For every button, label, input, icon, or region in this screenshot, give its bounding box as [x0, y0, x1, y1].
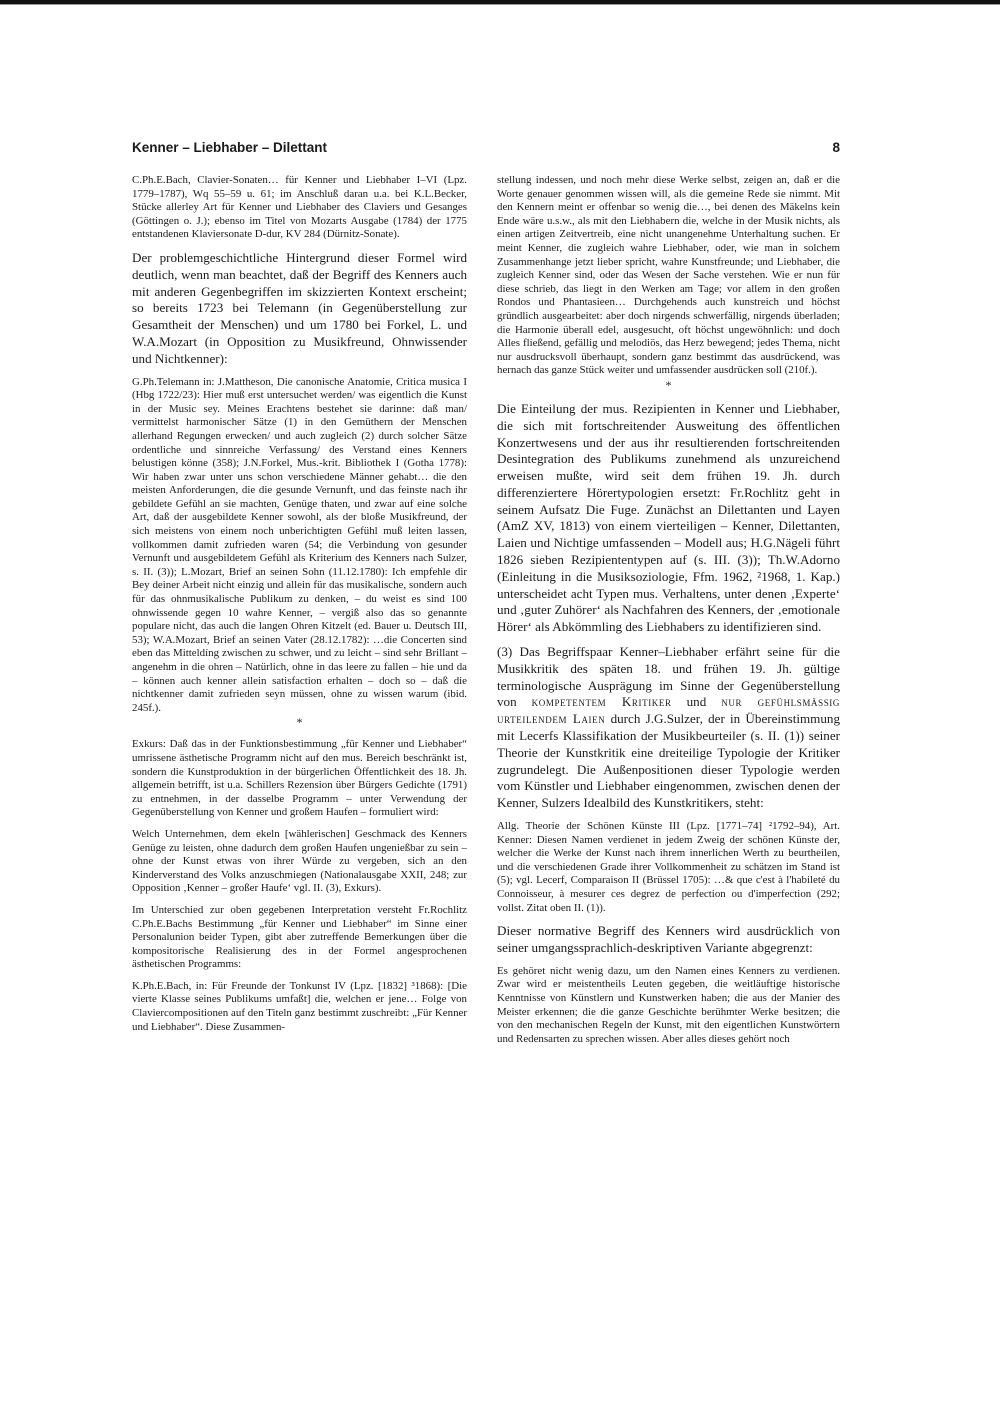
right-rochlitz-quote-continued: stellung indessen, und noch mehr diese Werke selbst, zeigen an, daß er die Worte genauer genommen wissen will, als die gemeine Rede sie nimmt. Mit den Kennern meint er offenbar so wenig die…, bei denen des Mäkelns kein Ende wäre u.s.w., als mit den Liebhabern die, welche in der Musik nichts, als einen artigen Zeitvertreib, eine nicht unangenehme Unterhaltung suchen. Er meint Kenner, die zugleich wahre Liebhaber, oder, wie man in solchem Zusammenhange jetzt lieber spricht, wahre Kunstfreunde; und Liebhaber, die zugleich Kenner sind, oder das Wesen der Sache verstehen. Wie er nun für diese schrieb, das liegt in den Werken am Tage; vor allem in den großen Rondos und Phantasieen… Durchgehends auch kunstreich und höchst gründlich ausgearbeitet: aber doch nirgends schwerfällig, nirgends überladen; die Harmonie überall edel, ausgesucht, oft höchst ungewöhnlich: und doch Alles fließend, gefällig und melodiös, das Herz bewegend; jedes Thema, nicht nur ausdrucksvoll überhaupt, sondern ganz bestimmt das ausdrückend, was hernach das ganze Stück weiter und umfassender ausdrücken soll (210f.).: [497, 174, 840, 377]
left-schiller-quote: Welch Unternehmen, dem ekeln [wählerischen] Geschmack des Kenners Genüge zu leisten, ohne dadurch dem großen Haufen ungenießbar zu sein – ohne der Kunst etwas von ihrer Würde zu vergeben, sich an den Kinderverstand des Volks anzuschmiegen (Nationalausgabe XXII, 248; zur Opposition ‚Kenner – großer Haufe‘ vgl. II. (3), Exkurs).: [132, 827, 467, 895]
page-header: [132, 140, 840, 162]
right-sulzer-quote: Allg. Theorie der Schönen Künste III (Lpz. [1771–74] ²1792–94), Art. Kenner: Diesen Namen verdienet in jedem Zweig der schönen Künste der, welcher die Werke der Kunst nach ihrem innerlichen Werth zu beurtheilen, und die verschiedenen Grade ihrer Vollkommenheit zu schätzen im Stand ist (5); vgl. Lecerf, Comparaison II (Brüssel 1705): …& que c'est à l'habileté du Connoisseur, à mesurer ces degrez de perfection ou d'imperfection (292; vollst. Zitat oben II. (1)).: [497, 820, 840, 914]
left-exkurs: Exkurs: Daß das in der Funktionsbestimmung „für Kenner und Liebhaber“ umrissene ästhetische Programm nicht auf den mus. Bereich beschränkt ist, sondern die Kunstproduktion in der bürgerlichen Öffentlichkeit des 18. Jh. allgemein betrifft, ist u.a. Schillers Rezension über Bürgers Gedichte (1791) zu entnehmen, in der dasselbe Programm – unter Verwendung der Gegenüberstellung von Kenner und großem Haufen – formuliert wird:: [132, 738, 467, 819]
right-paragraph-normative: Dieser normative Begriff des Kenners wird ausdrücklich von seiner umgangssprachlich-deskriptiven Variante abgegrenzt:: [497, 923, 840, 955]
right-final-quote: Es gehöret nicht wenig dazu, um den Namen eines Kenners zu verdienen. Zwar wird er meistentheils Leuten gegeben, die weitläuftige historische Kenntnisse von Künstlern und Kunstwerken haben; die aus der Manier des Meister erkennen; die die ganze Geschichte berühmter Werke besitzen; die von den mechanischen Regeln der Kunst, mit den eigentlichen Kunstwörtern und Redensarten zu sprechen wissen. Aber alles dieses gehört noch: [497, 964, 840, 1045]
right-paragraph-section-3: [497, 644, 840, 812]
scan-edge-shadow: [0, 4, 1000, 5]
small-caps-kritiker: kompetentem Kritiker: [531, 694, 672, 710]
page-number: 8: [832, 140, 840, 155]
left-column: [132, 174, 467, 1034]
section-3-text-e: durch J.G.Sulzer, der in Übereinstimmung mit Lecerfs Klassifikation der Musikbeurteiler (s. II. (1)) seiner Theorie der Kunstkritik eine dreiteilige Typologie der Kritiker zugrundelegt. Die Außenpositionen dieser Typologie werden vom Künstler und Liebhaber eingenommen, zwischen denen der Kenner, Sulzers Idealbild des Kunstkritikers, steht:: [497, 711, 840, 811]
section-3-text-a: (3) Das Begriffspaar Kenner–Liebhaber erfährt seine für die Musikkritik des späten 18. und frühen 19. Jh. gültige terminologische Ausprägung im Sinne der Gegenüberstellung von: [497, 644, 840, 710]
right-column: [497, 174, 840, 1046]
section-3-text-c: und: [686, 694, 707, 710]
left-paragraph-background: Der problemgeschichtliche Hintergrund dieser Formel wird deutlich, wenn man beachtet, daß der Begriff des Kenners auch mit anderen Gegenbegriffen im skizzierten Kontext erscheint; so bereits 1723 bei Telemann (in Gegenüberstellung zur Gesamtheit der Menschen) und um 1780 bei Forkel, L. und W.A.Mozart (in Opposition zu Musikfreund, Ohnwissender und Nichtkenner):: [132, 249, 467, 366]
left-rochlitz-quote: K.Ph.E.Bach, in: Für Freunde der Tonkunst IV (Lpz. [1832] ³1868): [Die vierte Klasse seines Publikums umfaßt] die, welchen er jene… Folge von Claviercompositionen auf den Titeln ganz bestimmt zuschreibt: „Für Kenner und Liebhaber“. Diese Zusammen-: [132, 979, 467, 1033]
running-title: Kenner – Liebhaber – Dilettant: [132, 140, 328, 155]
right-paragraph-typologies: Die Einteilung der mus. Rezipienten in Kenner und Liebhaber, die sich mit fortschreitender Ausweitung des öffentlichen Konzertwesens und der aus ihr resultierenden fortschreitenden Desintegration des Publikums zunehmend als unzureichend erweisen mußte, wird seit dem frühen 19. Jh. durch differenziertere Hörertypologien ersetzt: Fr.Rochlitz geht in seinem Aufsatz Die Fuge. Zunächst an Dilettanten und Layen (AmZ XV, 1813) von einem vierteiligen – Kenner, Dilettanten, Laien und Nichtige umfassenden – Modell aus; H.G.Nägeli führt 1826 sieben Rezipiententypen auf (s. III. (3)); Th.W.Adorno (Einleitung in die Musiksoziologie, Ffm. 1962, ²1968, 1. Kap.) unterscheidet acht Typen mus. Verhaltens, unter denen ‚Experte‘ und ‚guter Zuhörer‘ als Nachfahren des Kenners, der ‚emotionale Hörer‘ als Abkömmling des Liebhabers zu identifizieren sind.: [497, 400, 840, 635]
left-rochlitz-paragraph: Im Unterschied zur oben gegebenen Interpretation versteht Fr.Rochlitz C.Ph.E.Bachs Bestimmung „für Kenner und Liebhaber“ im Sinne einer Personalunion beider Typen, gibt aber zutreffende Bemerkungen über die kompositorische Realisierung des in der Formel angesprochenen ästhetischen Programms:: [132, 903, 467, 971]
small-caps-laien: nur gefühlsmässig urteilendem Laien: [497, 694, 840, 727]
right-section-star: *: [665, 377, 672, 392]
left-section-star: *: [296, 715, 303, 730]
left-citation-bach: C.Ph.E.Bach, Clavier-Sonaten… für Kenner und Liebhaber I–VI (Lpz. 1779–1787), Wq 55–59 u. 61; im Anschluß daran u.a. bei K.L.Becker, Stücke allerley Art für Kenner und Liebhaber des Claviers und Gesanges (Göttingen o. J.); ebenso im Titel von Mozarts Ausgabe (1784) der 1775 entstandenen Klaviersonate D-dur, KV 284 (Dürnitz-Sonate).: [132, 174, 467, 241]
left-quotations-telemann-forkel-mozart: G.Ph.Telemann in: J.Mattheson, Die canonische Anatomie, Critica musica I (Hbg 1722/23): Hier muß erst untersuchet werden/ was eigentlich die Kunst in der Music sey. Meines Erachtens bestehet sie darinne: daß man/ vermittelst harmonischer Sätze (1) in den Gemüthern der Menschen allerhand Regungen erwecken/ und auch zugleich (2) durch solcher Sätze ordentliche und sinnreiche Verfassung/ des Verstand eines Kenners belustigen könne (358); J.N.Forkel, Mus.-krit. Bibliothek I (Gotha 1778): Wir haben zwar unter uns schon verschiedene Männer gehabt… die den meisten Anforderungen, die die gesunde Vernunft, und das feinste nach ihr gebildete Gefühl an sie machten, Genüge thaten, und zwar auf eine solche Art, daß der ausgebildete Kenner sowohl, als der bloße Musikfreund, der sich meistens von einem noch unberichtigten Gefühl muß leiten lassen, vollkommen damit zufrieden waren (54; die Verbindung von gesunder Vernunft und ausgebildetem Gefühl als Kriterium des Kenners nach Sulzer, s. II. (3)); L.Mozart, Brief an seinen Sohn (11.12.1780): Ich empfehle dir Bey deiner Arbeit nicht einzig und allein für das musikalische, sondern auch für das ohnmusikalische Publikum zu denken, – du weist es sind 100 ohnwissende gegen 10 wahre Kenner, – vergiß also das so genannte populare nicht, das auch die langen Ohren Kitzelt (ed. Bauer u. Deutsch III, 53); W.A.Mozart, Brief an seinen Vater (28.12.1782): …die Concerten sind eben das Mitteldíng zwischen zu schwer, und zu leicht – sind sehr Brillant – angenehm in die ohren – Natürlich, ohne in das leere zu fallen – hie und da – können auch kenner allein satisfaction erhalten – doch so – daß die nichtkenner damit zufrieden seyn müssen, ohne zu wissen warum (ibid. 245f.).: [132, 375, 467, 714]
